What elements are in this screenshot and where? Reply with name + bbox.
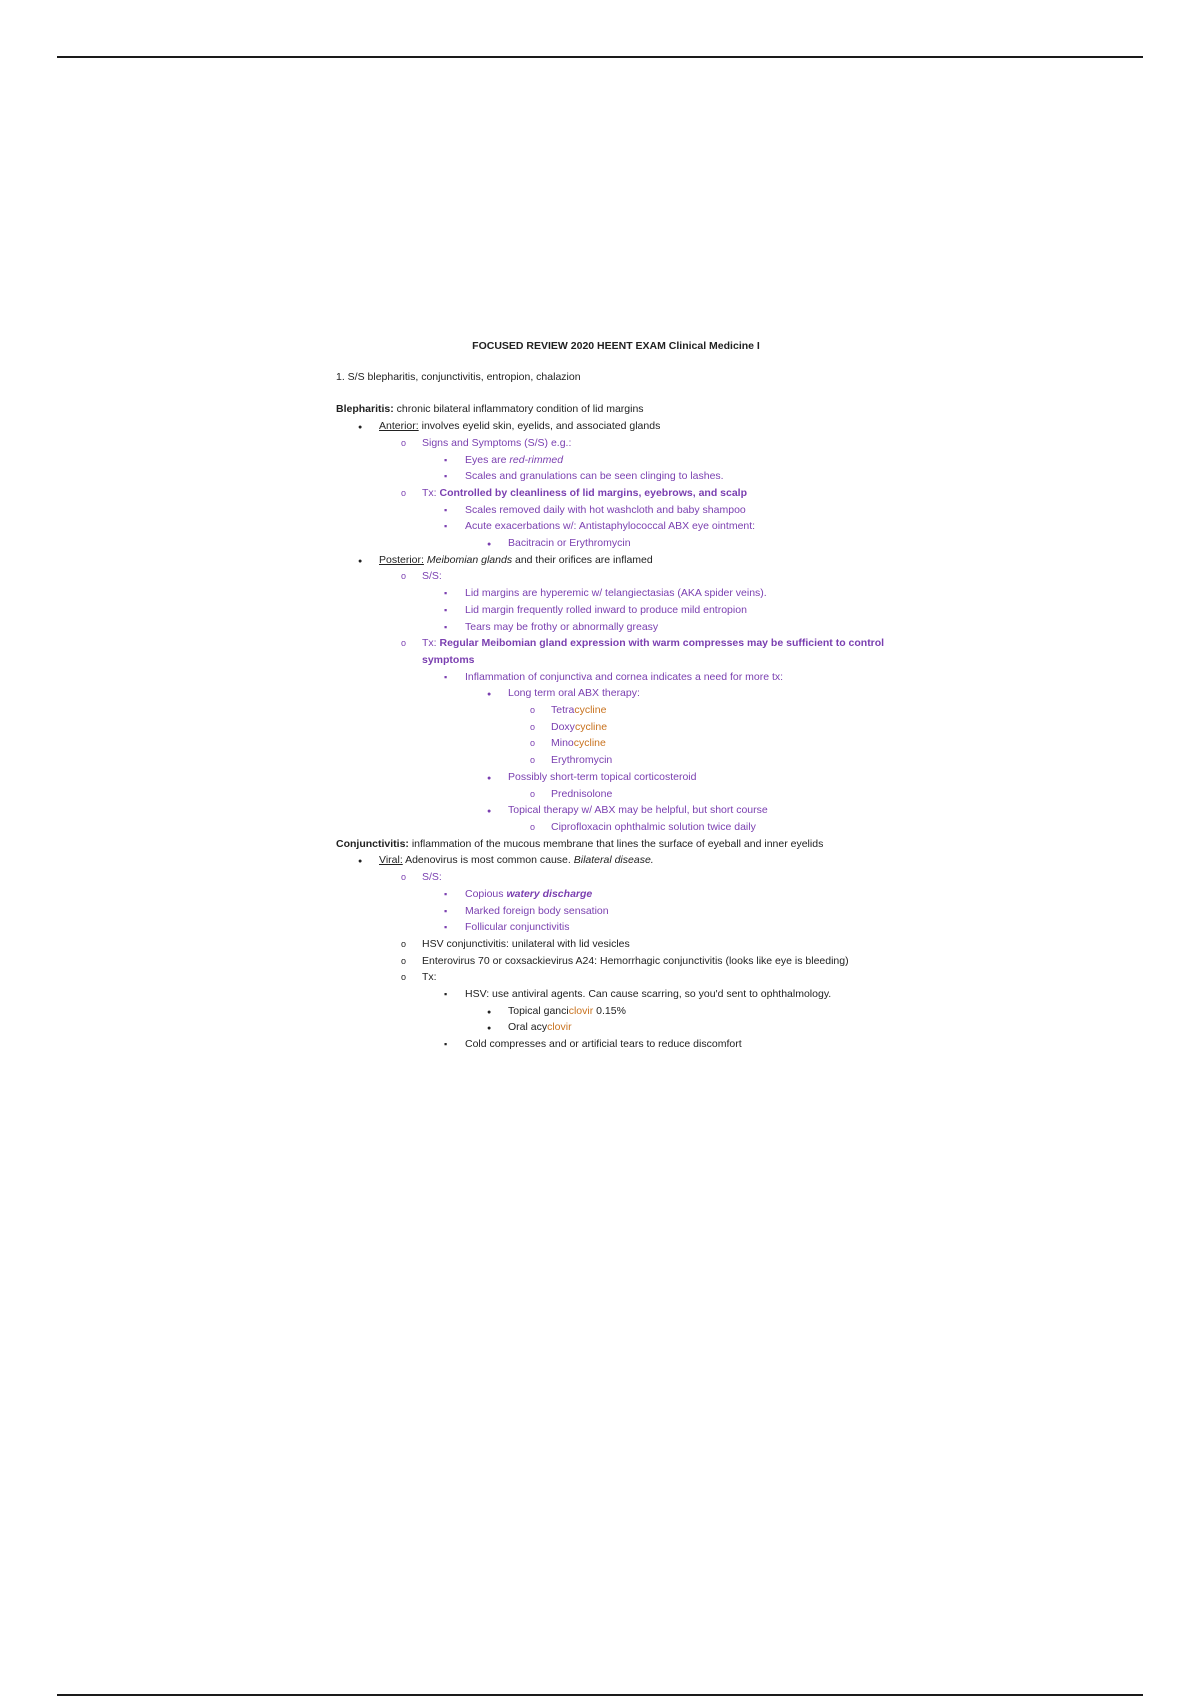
conjunctivitis-heading: Conjunctivitis: bbox=[336, 837, 409, 850]
list-item bbox=[336, 518, 896, 535]
drug-suffix: cycline bbox=[574, 720, 608, 733]
drug-item bbox=[336, 752, 896, 769]
list-item bbox=[336, 919, 896, 936]
list-item-text: Lid margin frequently rolled inward to produce mild entropion bbox=[465, 603, 747, 616]
circle-bullet-icon bbox=[530, 786, 552, 803]
blepharitis-definition: chronic bilateral inflammatory condition of lid margins bbox=[393, 403, 644, 416]
anterior-tx-item bbox=[336, 485, 896, 502]
blepharitis-heading-line bbox=[336, 401, 896, 418]
enterovirus-item bbox=[336, 953, 896, 970]
drug-item bbox=[336, 1003, 896, 1020]
circle-bullet-icon bbox=[401, 568, 423, 585]
list-item bbox=[336, 903, 896, 920]
posterior-tx-item bbox=[336, 635, 896, 668]
anterior-label: Anterior: bbox=[379, 420, 419, 433]
document-title: FOCUSED REVIEW 2020 HEENT EXAM Clinical Medicine I bbox=[472, 340, 760, 352]
list-item-text: Tears may be frothy or abnormally greasy bbox=[465, 620, 659, 633]
list-item-text: HSV: use antiviral agents. Can cause scarring, so you'd sent to ophthalmology. bbox=[465, 988, 832, 1001]
list-item bbox=[336, 585, 896, 602]
tx-label: Tx: bbox=[422, 971, 437, 984]
square-bullet-icon bbox=[444, 585, 466, 602]
posterior-italic: Meibomian glands bbox=[423, 553, 513, 566]
list-item bbox=[336, 535, 896, 552]
list-item bbox=[336, 502, 896, 519]
anterior-item bbox=[336, 418, 896, 435]
list-item-text: Possibly short-term topical corticosteroid bbox=[508, 770, 697, 783]
circle-bullet-icon bbox=[401, 635, 423, 652]
circle-bullet-icon bbox=[530, 752, 552, 769]
conj-tx-item bbox=[336, 969, 896, 986]
viral-label: Viral: bbox=[379, 854, 403, 867]
list-item-text: Cold compresses and or artificial tears to reduce discomfort bbox=[465, 1038, 742, 1051]
circle-bullet-icon bbox=[401, 869, 423, 886]
circle-bullet-icon bbox=[401, 435, 423, 452]
drug-suffix: cycline bbox=[574, 704, 607, 717]
list-item-text: Topical therapy w/ ABX may be helpful, but short course bbox=[508, 804, 768, 817]
drug-tail: 0.15% bbox=[593, 1004, 626, 1017]
circle-bullet-icon bbox=[401, 953, 423, 970]
circle-bullet-icon bbox=[401, 936, 423, 953]
drug-stem: Tetra bbox=[551, 704, 575, 717]
list-item-text: Lid margins are hyperemic w/ telangiectasias (AKA spider veins). bbox=[465, 587, 767, 600]
hsv-item bbox=[336, 936, 896, 953]
drug-stem: Mino bbox=[551, 737, 574, 750]
list-item-text: Eyes are bbox=[465, 453, 510, 466]
conjunctivitis-heading-line bbox=[336, 836, 896, 853]
drug-item bbox=[336, 719, 896, 736]
list-item bbox=[336, 769, 896, 786]
square-bullet-icon bbox=[444, 1036, 466, 1053]
drug-item bbox=[336, 786, 896, 803]
bottom-rule bbox=[57, 1694, 1143, 1696]
square-bullet-icon bbox=[444, 502, 466, 519]
circle-bullet-icon bbox=[401, 485, 423, 502]
drug-suffix: cycline bbox=[573, 737, 606, 750]
square-bullet-icon bbox=[444, 619, 466, 636]
drug-stem: Oral acy bbox=[508, 1021, 548, 1034]
tx-bold: Controlled by cleanliness of lid margins, eyebrows, and scalp bbox=[439, 486, 747, 499]
square-bullet-icon bbox=[444, 903, 466, 920]
list-item-text: Enterovirus 70 or coxsackievirus A24: Hemorrhagic conjunctivitis (looks like eye is bleeding) bbox=[422, 954, 849, 967]
circle-bullet-icon bbox=[530, 702, 552, 719]
viral-ss-item bbox=[336, 869, 896, 886]
square-bullet-icon bbox=[444, 886, 466, 903]
list-item bbox=[336, 886, 896, 903]
list-item bbox=[336, 802, 896, 819]
drug-stem: Topical ganci bbox=[508, 1004, 569, 1017]
list-item bbox=[336, 1036, 896, 1053]
viral-item bbox=[336, 852, 896, 869]
list-item bbox=[336, 669, 896, 686]
list-item-text: Acute exacerbations w/: Antistaphylococcal ABX eye ointment: bbox=[465, 520, 756, 533]
drug-stem: Erythromycin bbox=[551, 754, 613, 767]
top-rule bbox=[57, 56, 1143, 58]
square-bullet-icon bbox=[444, 452, 466, 469]
list-item bbox=[336, 602, 896, 619]
square-bullet-icon bbox=[444, 602, 466, 619]
square-bullet-icon bbox=[444, 669, 466, 686]
drug-item bbox=[336, 702, 896, 719]
drug-item bbox=[336, 819, 896, 836]
tx-prefix: Tx: bbox=[422, 637, 440, 650]
posterior-ss-item bbox=[336, 568, 896, 585]
list-item-text: HSV conjunctivitis: unilateral with lid vesicles bbox=[422, 937, 630, 950]
list-item-text: Inflammation of conjunctiva and cornea indicates a need for more tx: bbox=[465, 670, 784, 683]
drug-item bbox=[336, 735, 896, 752]
list-item-italic: red-rimmed bbox=[509, 453, 564, 466]
list-item bbox=[336, 986, 896, 1003]
square-bullet-icon bbox=[444, 986, 466, 1003]
circle-bullet-icon bbox=[530, 819, 552, 836]
drug-stem: Ciprofloxacin ophthalmic solution twice daily bbox=[551, 820, 756, 833]
posterior-item bbox=[336, 552, 896, 569]
question-line: 1. S/S blepharitis, conjunctivitis, entropion, chalazion bbox=[336, 370, 581, 383]
list-item bbox=[336, 685, 896, 702]
posterior-ss-label: S/S: bbox=[422, 570, 442, 583]
viral-text: Adenovirus is most common cause. bbox=[402, 854, 574, 867]
anterior-ss-label: Signs and Symptoms (S/S) e.g.: bbox=[422, 436, 572, 449]
square-bullet-icon bbox=[444, 468, 466, 485]
viral-italic: Bilateral disease. bbox=[573, 854, 654, 867]
document-body bbox=[336, 338, 896, 1053]
list-item bbox=[336, 468, 896, 485]
list-item-text: Copious bbox=[465, 887, 507, 900]
list-item-text: Follicular conjunctivitis bbox=[465, 921, 570, 934]
drug-stem: Prednisolone bbox=[551, 787, 613, 800]
square-bullet-icon bbox=[444, 919, 466, 936]
tx-prefix: Tx: bbox=[422, 486, 440, 499]
list-item-text: Marked foreign body sensation bbox=[465, 904, 609, 917]
circle-bullet-icon bbox=[401, 969, 423, 986]
blepharitis-heading: Blepharitis: bbox=[336, 403, 394, 416]
posterior-text: and their orifices are inflamed bbox=[512, 553, 653, 566]
list-item bbox=[336, 452, 896, 469]
list-item-text: Long term oral ABX therapy: bbox=[508, 687, 640, 700]
posterior-label: Posterior: bbox=[379, 553, 424, 566]
drug-suffix: clovir bbox=[547, 1021, 572, 1034]
circle-bullet-icon bbox=[530, 735, 552, 752]
anterior-text: involves eyelid skin, eyelids, and associated glands bbox=[418, 420, 661, 433]
list-item-text: Bacitracin or Erythromycin bbox=[508, 537, 631, 550]
list-item-text: Scales removed daily with hot washcloth and baby shampoo bbox=[465, 503, 746, 516]
conjunctivitis-definition: inflammation of the mucous membrane that lines the surface of eyeball and inner eyelids bbox=[408, 837, 824, 850]
drug-suffix: clovir bbox=[568, 1004, 594, 1017]
drug-item bbox=[336, 1019, 896, 1036]
list-item-text: Scales and granulations can be seen clinging to lashes. bbox=[465, 470, 724, 483]
list-item bbox=[336, 619, 896, 636]
list-item-bolditalic: watery discharge bbox=[506, 887, 593, 900]
drug-stem: Doxy bbox=[551, 720, 575, 733]
square-bullet-icon bbox=[444, 518, 466, 535]
anterior-ss-item bbox=[336, 435, 896, 452]
circle-bullet-icon bbox=[530, 719, 552, 736]
viral-ss-label: S/S: bbox=[422, 871, 442, 884]
tx-bold: Regular Meibomian gland expression with warm compresses may be sufficient to control symptoms bbox=[422, 637, 885, 666]
